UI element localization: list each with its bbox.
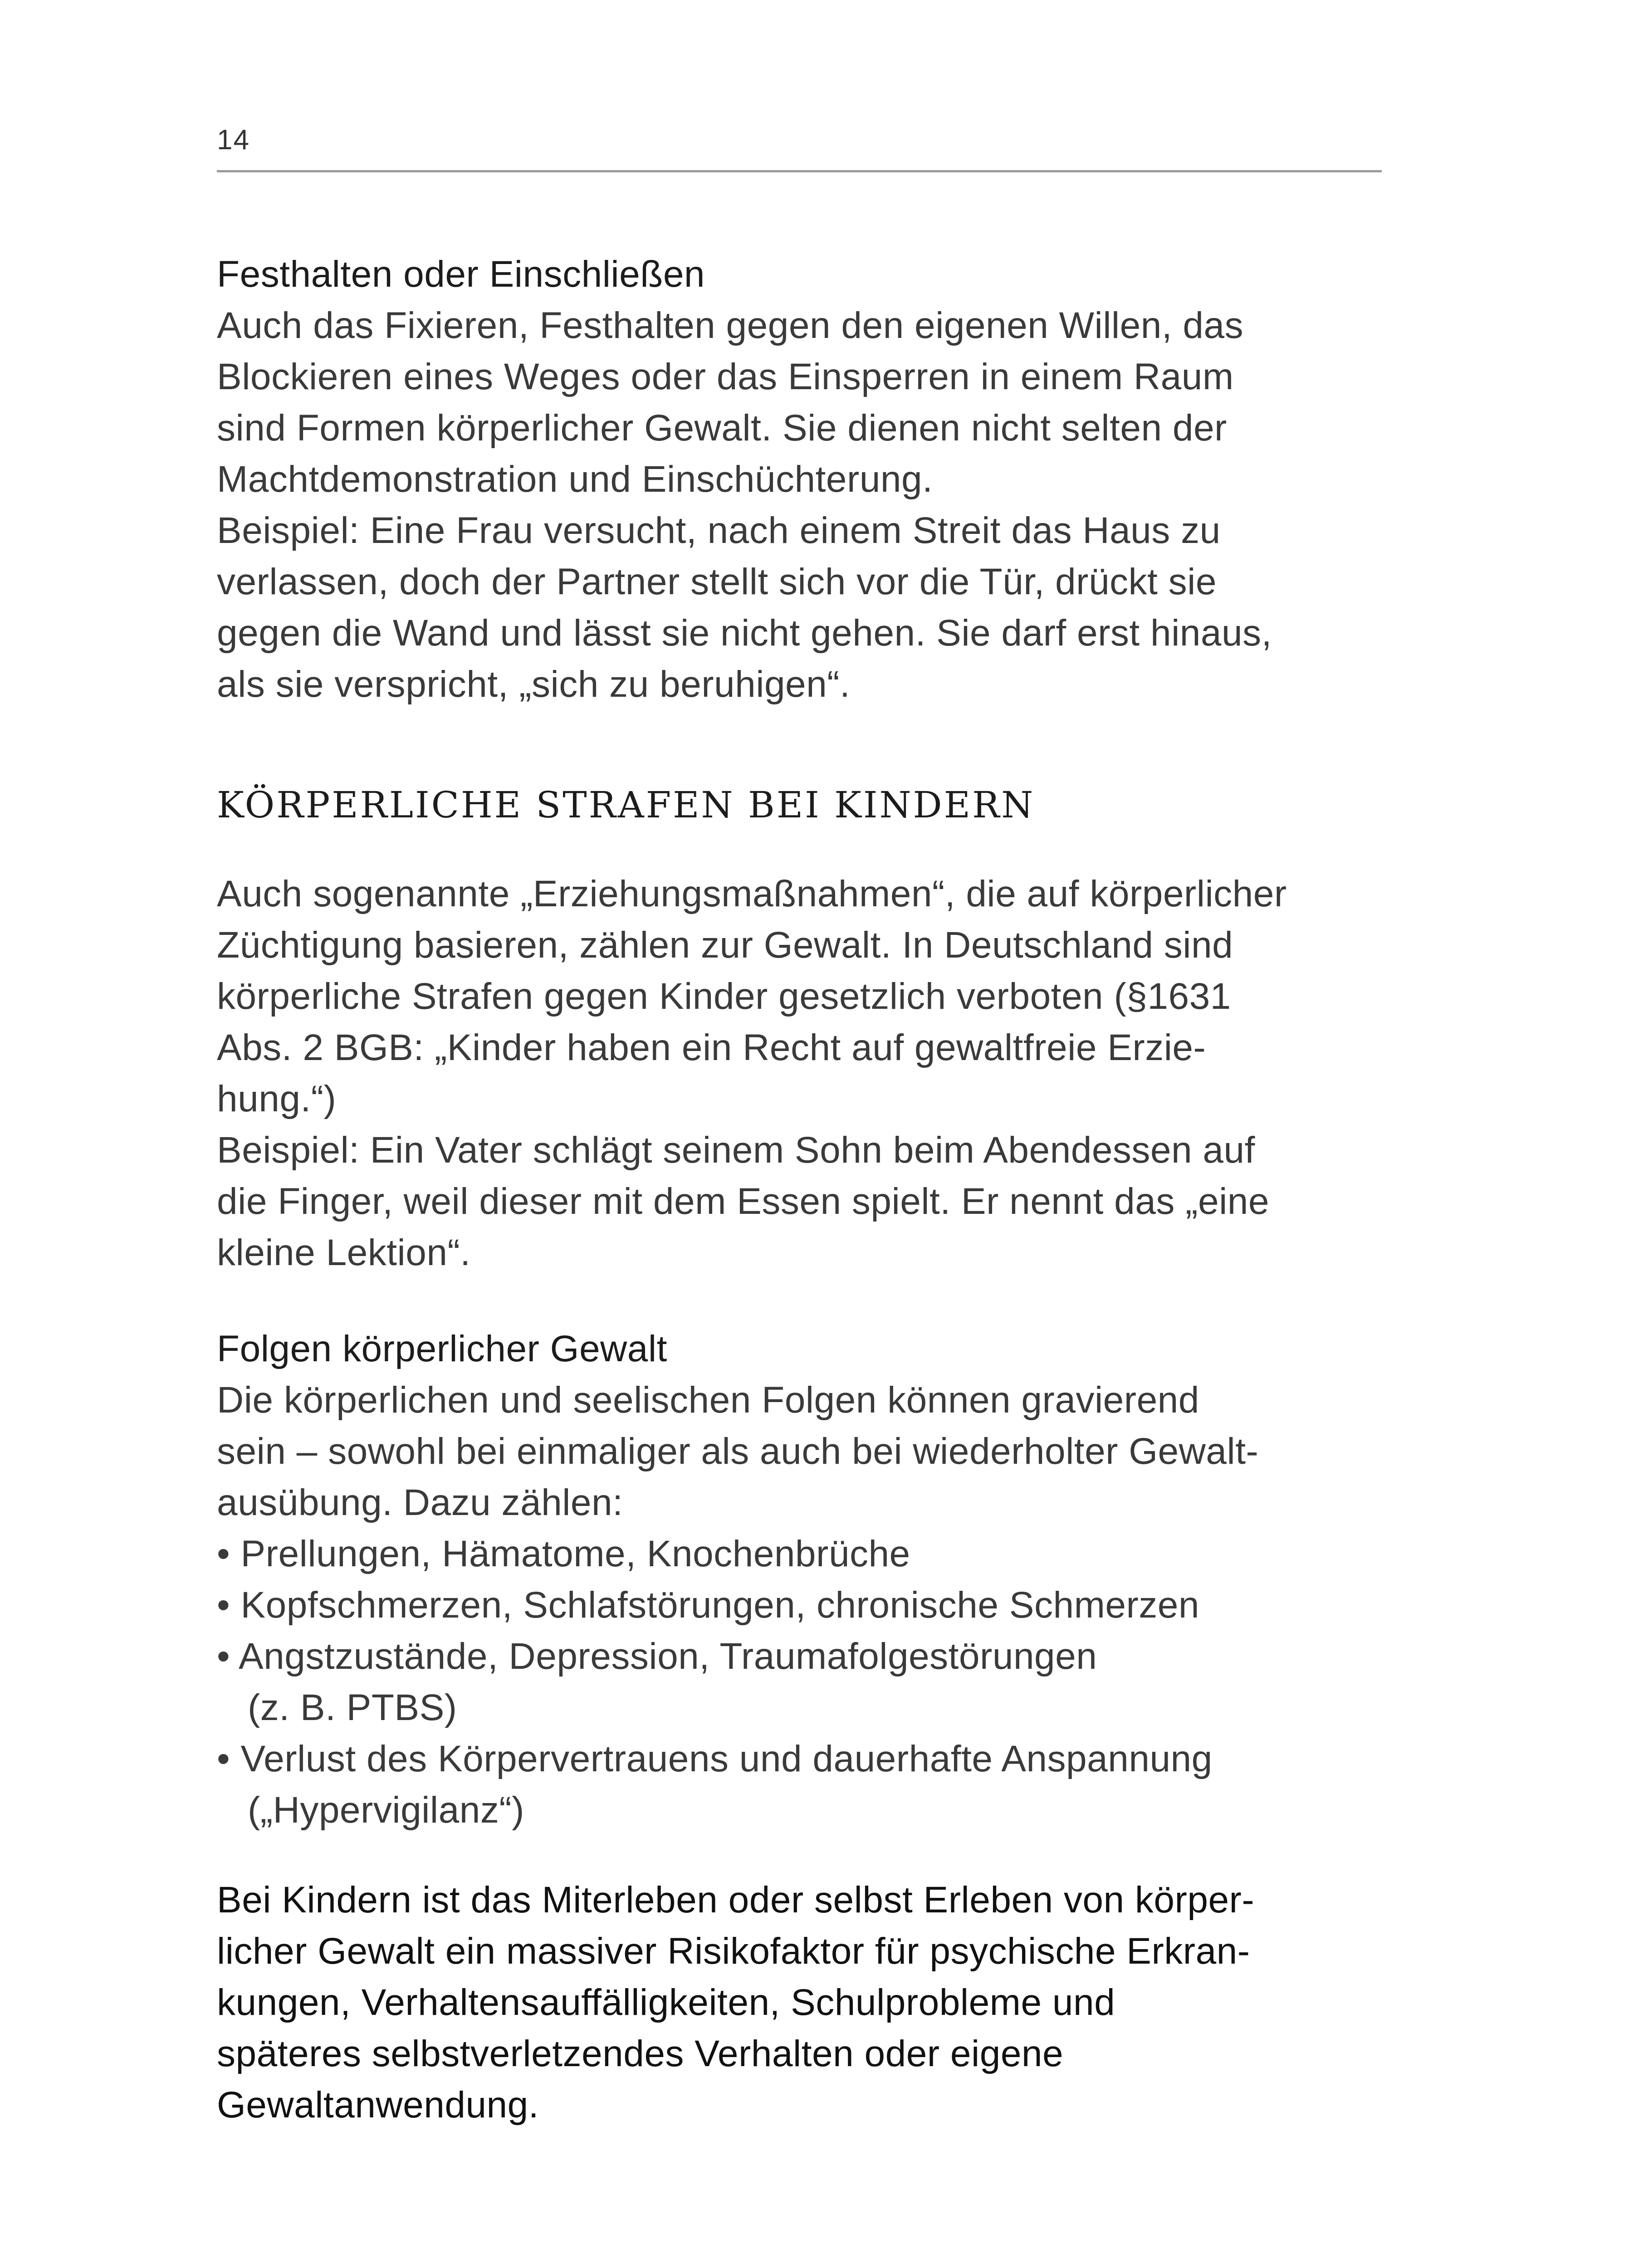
paragraph-line: gegen die Wand und lässt sie nicht gehen. Sie darf erst hinaus, [217,612,1272,654]
paragraph-line: späteres selbstverletzendes Verhalten oder eigene [217,2033,1064,2074]
list-item-continuation: („Hypervigilanz“) [248,1789,524,1831]
paragraph-line: Die körperlichen und seelischen Folgen können gravierend [217,1379,1199,1421]
list-item-continuation: (z. B. PTBS) [248,1687,457,1728]
section-kinder-summary [217,1874,1396,2131]
list-item: • Verlust des Körpervertrauens und dauerhafte Anspannung [217,1738,1213,1779]
paragraph-line: hung.“) [217,1078,337,1119]
paragraph-line: ausübung. Dazu zählen: [217,1482,623,1523]
section-folgen [217,1323,1396,1836]
list-item: • Angstzustände, Depression, Traumafolgestörungen [217,1636,1097,1677]
section-festhalten [217,249,1396,710]
paragraph-line: kleine Lektion“. [217,1232,471,1273]
list-item: • Kopfschmerzen, Schlafstörungen, chronische Schmerzen [217,1584,1200,1626]
paragraph-line: Beispiel: Ein Vater schlägt seinem Sohn beim Abendessen auf [217,1129,1255,1171]
paragraph-line: die Finger, weil dieser mit dem Essen spielt. Er nennt das „eine [217,1181,1269,1222]
paragraph-line: sind Formen körperlicher Gewalt. Sie dienen nicht selten der [217,407,1227,449]
subheading-festhalten: Festhalten oder Einschließen [217,254,705,295]
page-number: 14 [217,124,250,156]
subheading-folgen: Folgen körperlicher Gewalt [217,1328,667,1369]
paragraph-line: Beispiel: Eine Frau versucht, nach einem Streit das Haus zu [217,510,1221,551]
section-strafen [217,868,1396,1278]
paragraph-line: Auch das Fixieren, Festhalten gegen den eigenen Willen, das [217,305,1244,346]
paragraph-line: Machtdemonstration und Einschüchterung. [217,459,933,500]
paragraph-line: verlassen, doch der Partner stellt sich vor die Tür, drückt sie [217,561,1217,602]
paragraph-line: licher Gewalt ein massiver Risikofaktor für psychische Erkran- [217,1931,1250,1972]
section-heading-strafen: KÖRPERLICHE STRAFEN BEI KINDERN [217,784,1035,826]
paragraph-line: Abs. 2 BGB: „Kinder haben ein Recht auf gewaltfreie Erzie- [217,1027,1206,1068]
paragraph-line: Bei Kindern ist das Miterleben oder selbst Erleben von körper- [217,1879,1255,1921]
header-rule [217,170,1382,172]
paragraph-line: Blockieren eines Weges oder das Einsperren in einem Raum [217,356,1234,397]
paragraph-line: sein – sowohl bei einmaliger als auch bei wiederholter Gewalt- [217,1431,1259,1472]
paragraph-line: Gewaltanwendung. [217,2084,539,2126]
paragraph-line: Züchtigung basieren, zählen zur Gewalt. In Deutschland sind [217,924,1233,966]
paragraph-line: körperliche Strafen gegen Kinder gesetzlich verboten (§1631 [217,976,1231,1017]
paragraph-line: Auch sogenannte „Erziehungsmaßnahmen“, die auf körperlicher [217,873,1287,914]
paragraph-line: als sie verspricht, „sich zu beruhigen“. [217,664,851,705]
list-item: • Prellungen, Hämatome, Knochenbrüche [217,1533,910,1574]
paragraph-line: kungen, Verhaltensauffälligkeiten, Schulprobleme und [217,1982,1115,2023]
